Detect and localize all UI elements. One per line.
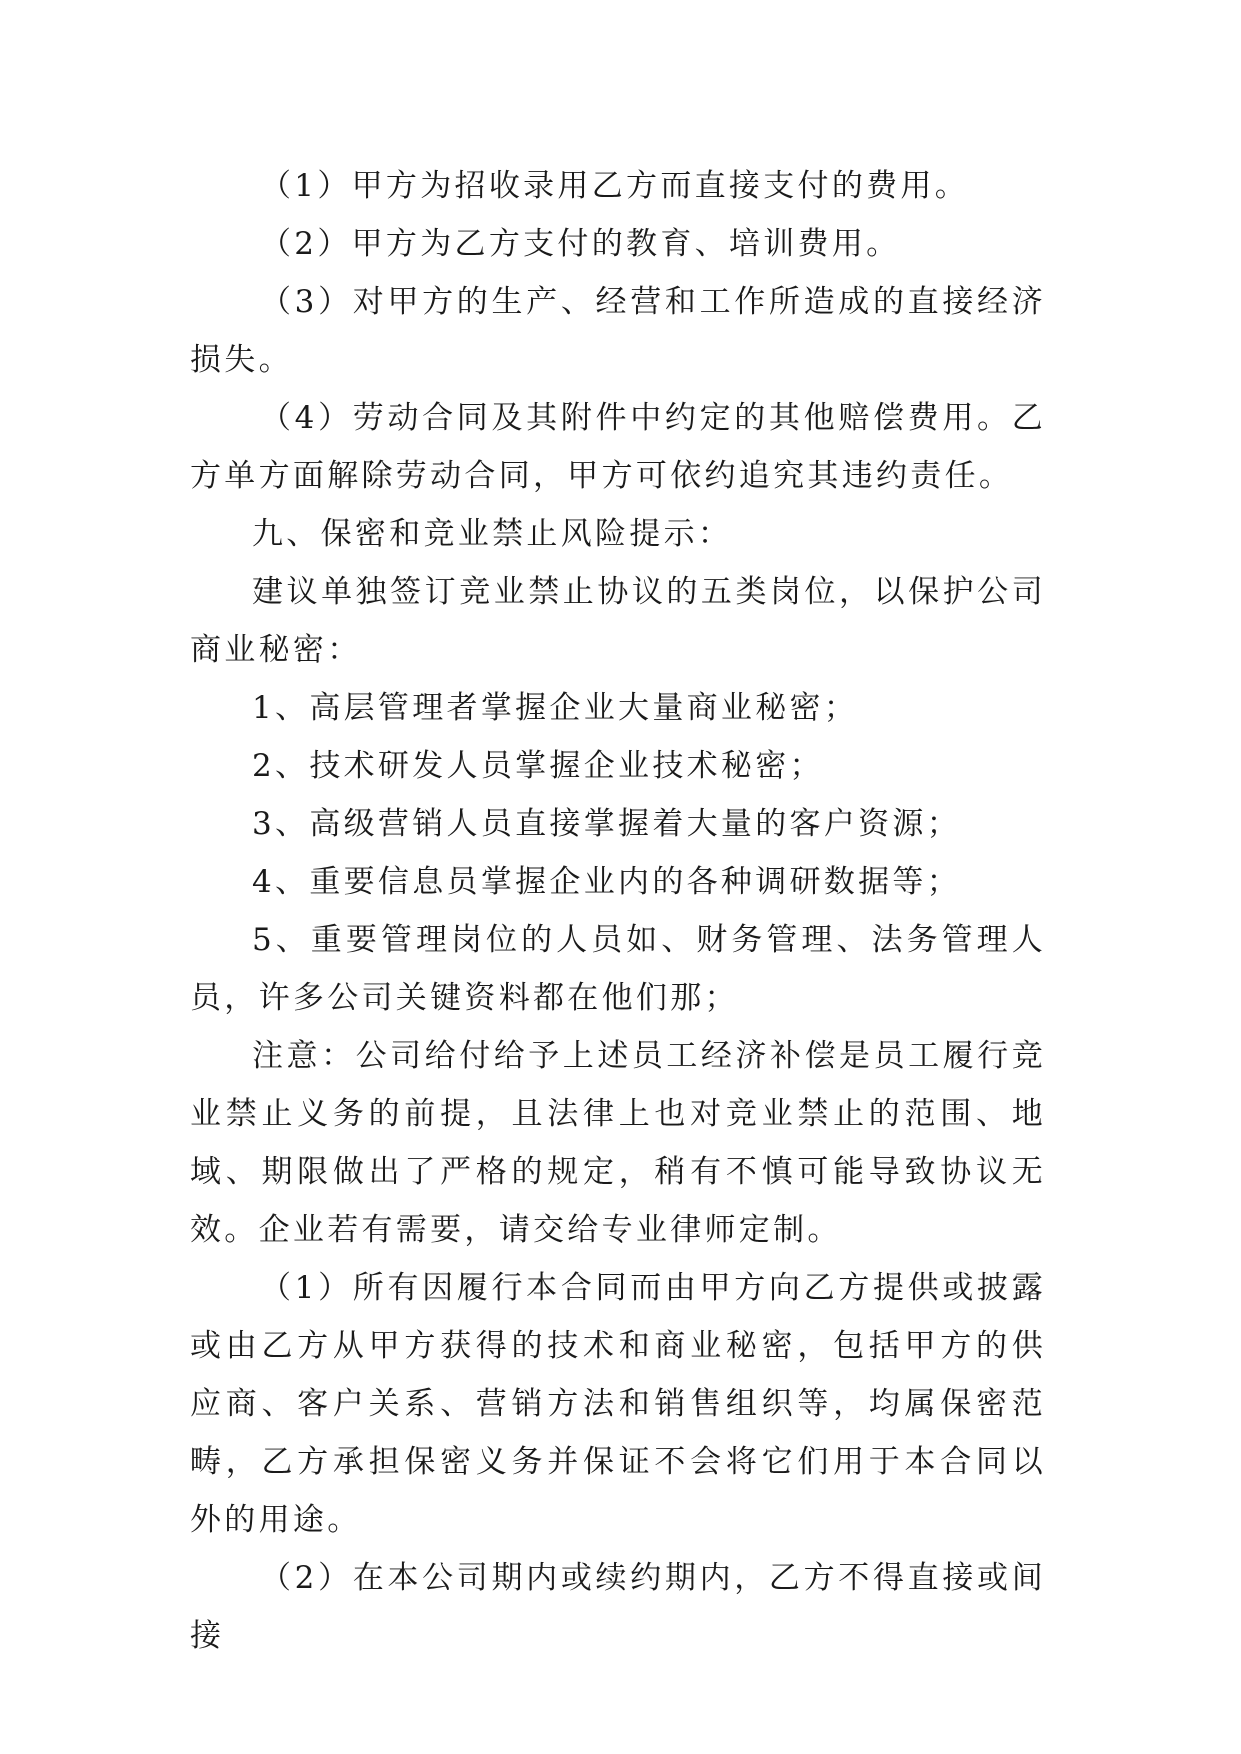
section-heading-confidentiality: 九、保密和竞业禁止风险提示： bbox=[252, 516, 733, 552]
document-body bbox=[190, 157, 1046, 1665]
list-item-position-4: 4、重要信息员掌握企业内的各种调研数据等； bbox=[252, 864, 962, 900]
paragraph-confidentiality-item-2: （2）在本公司期内或续约期内，乙方不得直接或间接 bbox=[190, 1560, 1046, 1654]
list-item-position-3: 3、高级营销人员直接掌握着大量的客户资源； bbox=[252, 806, 962, 842]
paragraph-note: 注意：公司给付给予上述员工经济补偿是员工履行竞业禁止义务的前提，且法律上也对竞业禁止的范围、地域、期限做出了严格的规定，稍有不慎可能导致协议无效。企业若有需要，请交给专业律师定制。 bbox=[190, 1038, 1046, 1248]
list-item-position-1: 1、高层管理者掌握企业大量商业秘密； bbox=[252, 690, 859, 726]
paragraph-compensation-item-3: （3）对甲方的生产、经营和工作所造成的直接经济损失。 bbox=[190, 284, 1046, 378]
list-item-position-5: 5、重要管理岗位的人员如、财务管理、法务管理人员，许多公司关键资料都在他们那； bbox=[190, 922, 1046, 1016]
list-item-position-2: 2、技术研发人员掌握企业技术秘密； bbox=[252, 748, 824, 784]
paragraph-confidentiality-item-1: （1）所有因履行本合同而由甲方向乙方提供或披露或由乙方从甲方获得的技术和商业秘密，包括甲方的供应商、客户关系、营销方法和销售组织等，均属保密范畴，乙方承担保密义务并保证不会将它们用于本合同以外的用途。 bbox=[190, 1270, 1046, 1538]
paragraph-recommendation: 建议单独签订竞业禁止协议的五类岗位，以保护公司商业秘密： bbox=[190, 574, 1046, 668]
paragraph-compensation-item-4: （4）劳动合同及其附件中约定的其他赔偿费用。乙方单方面解除劳动合同，甲方可依约追究其违约责任。 bbox=[190, 400, 1046, 494]
paragraph-compensation-item-1: （1）甲方为招收录用乙方而直接支付的费用。 bbox=[260, 168, 970, 204]
paragraph-compensation-item-2: （2）甲方为乙方支付的教育、培训费用。 bbox=[260, 226, 901, 262]
